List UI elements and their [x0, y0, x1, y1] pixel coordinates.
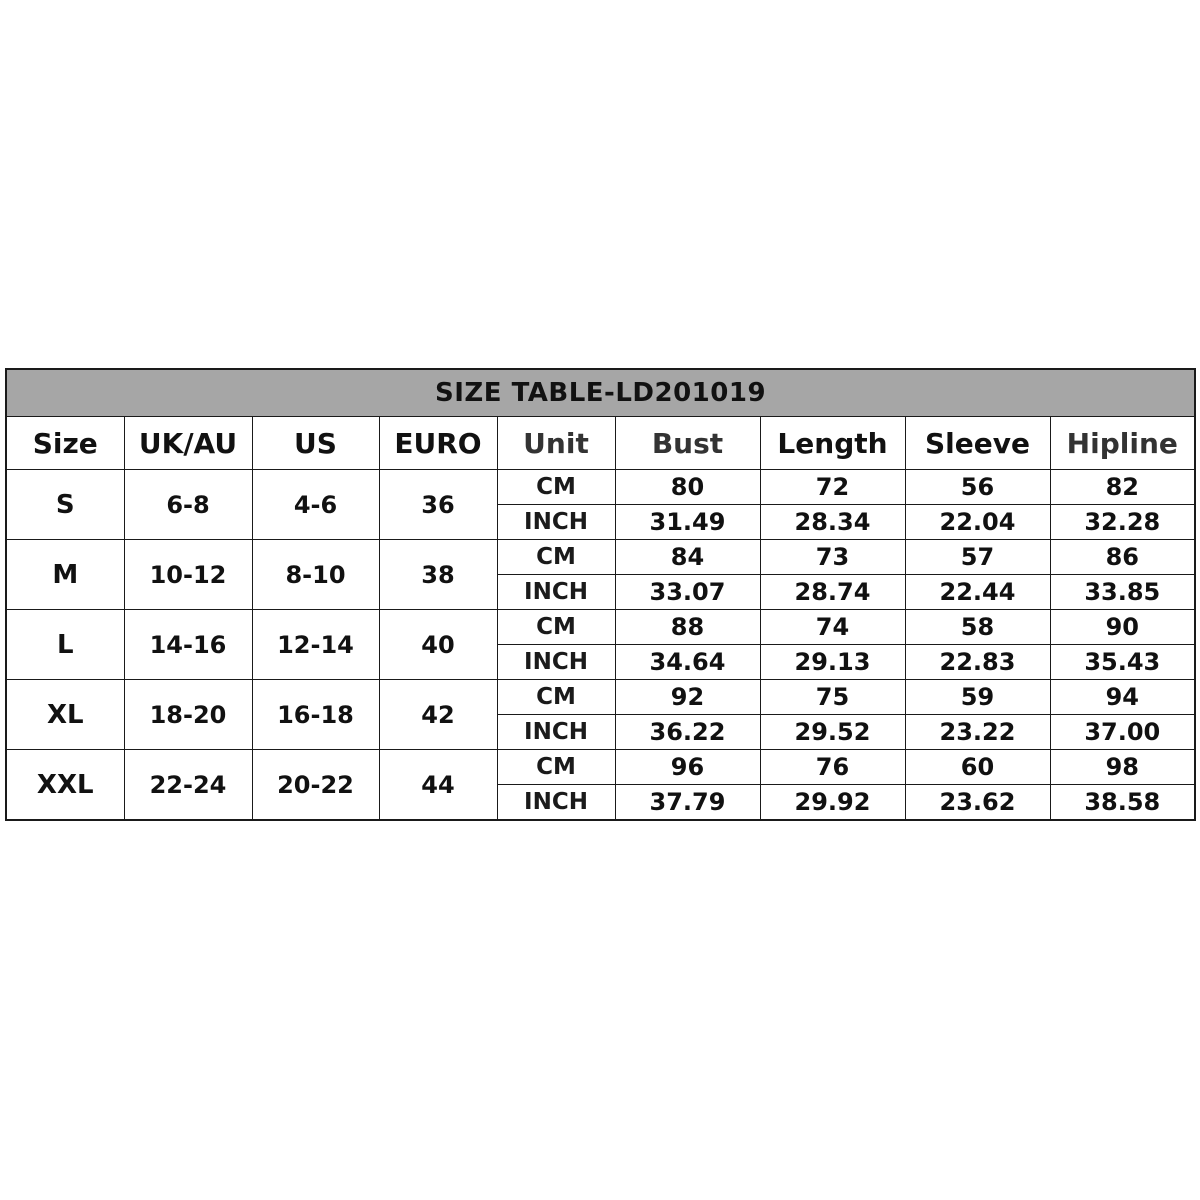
- table-row: [6, 680, 1195, 715]
- header-row: [6, 417, 1195, 470]
- unit-cell: CM: [497, 680, 615, 715]
- size-cell: M: [6, 540, 124, 610]
- euro-cell: 38: [379, 540, 497, 610]
- sleeve-cell: 22.83: [905, 645, 1050, 680]
- length-cell: 28.34: [760, 505, 905, 540]
- length-cell: 73: [760, 540, 905, 575]
- header-us: US: [252, 417, 379, 470]
- hipline-cell: 33.85: [1050, 575, 1195, 610]
- hipline-cell: 35.43: [1050, 645, 1195, 680]
- us-cell: 20-22: [252, 750, 379, 821]
- uk-au-cell: 22-24: [124, 750, 252, 821]
- sleeve-cell: 58: [905, 610, 1050, 645]
- length-cell: 72: [760, 470, 905, 505]
- bust-cell: 31.49: [615, 505, 760, 540]
- unit-cell: CM: [497, 750, 615, 785]
- header-hipline: Hipline: [1050, 417, 1195, 470]
- unit-cell: CM: [497, 470, 615, 505]
- table-row: [6, 610, 1195, 645]
- hipline-cell: 94: [1050, 680, 1195, 715]
- length-cell: 75: [760, 680, 905, 715]
- sleeve-cell: 60: [905, 750, 1050, 785]
- length-cell: 29.52: [760, 715, 905, 750]
- sleeve-cell: 22.04: [905, 505, 1050, 540]
- sleeve-cell: 59: [905, 680, 1050, 715]
- uk-au-cell: 10-12: [124, 540, 252, 610]
- unit-cell: INCH: [497, 715, 615, 750]
- header-bust: Bust: [615, 417, 760, 470]
- us-cell: 16-18: [252, 680, 379, 750]
- unit-cell: INCH: [497, 785, 615, 821]
- bust-cell: 80: [615, 470, 760, 505]
- hipline-cell: 90: [1050, 610, 1195, 645]
- size-cell: S: [6, 470, 124, 540]
- euro-cell: 40: [379, 610, 497, 680]
- hipline-cell: 82: [1050, 470, 1195, 505]
- length-cell: 29.92: [760, 785, 905, 821]
- length-cell: 29.13: [760, 645, 905, 680]
- bust-cell: 33.07: [615, 575, 760, 610]
- uk-au-cell: 6-8: [124, 470, 252, 540]
- table-title: SIZE TABLE-LD201019: [6, 369, 1195, 417]
- size-cell: XL: [6, 680, 124, 750]
- size-cell: XXL: [6, 750, 124, 821]
- unit-cell: INCH: [497, 645, 615, 680]
- bust-cell: 96: [615, 750, 760, 785]
- table-row: [6, 540, 1195, 575]
- uk-au-cell: 18-20: [124, 680, 252, 750]
- length-cell: 76: [760, 750, 905, 785]
- us-cell: 4-6: [252, 470, 379, 540]
- us-cell: 8-10: [252, 540, 379, 610]
- header-sleeve: Sleeve: [905, 417, 1050, 470]
- euro-cell: 36: [379, 470, 497, 540]
- header-unit: Unit: [497, 417, 615, 470]
- hipline-cell: 32.28: [1050, 505, 1195, 540]
- header-euro: EURO: [379, 417, 497, 470]
- unit-cell: CM: [497, 540, 615, 575]
- bust-cell: 36.22: [615, 715, 760, 750]
- uk-au-cell: 14-16: [124, 610, 252, 680]
- sleeve-cell: 22.44: [905, 575, 1050, 610]
- hipline-cell: 37.00: [1050, 715, 1195, 750]
- sleeve-cell: 57: [905, 540, 1050, 575]
- euro-cell: 42: [379, 680, 497, 750]
- bust-cell: 88: [615, 610, 760, 645]
- hipline-cell: 86: [1050, 540, 1195, 575]
- header-length: Length: [760, 417, 905, 470]
- sleeve-cell: 23.22: [905, 715, 1050, 750]
- hipline-cell: 38.58: [1050, 785, 1195, 821]
- table-row: [6, 750, 1195, 785]
- euro-cell: 44: [379, 750, 497, 821]
- header-uk-au: UK/AU: [124, 417, 252, 470]
- bust-cell: 34.64: [615, 645, 760, 680]
- bust-cell: 84: [615, 540, 760, 575]
- size-cell: L: [6, 610, 124, 680]
- unit-cell: CM: [497, 610, 615, 645]
- us-cell: 12-14: [252, 610, 379, 680]
- bust-cell: 37.79: [615, 785, 760, 821]
- sleeve-cell: 56: [905, 470, 1050, 505]
- size-table: [5, 368, 1196, 821]
- table-row: [6, 470, 1195, 505]
- header-size: Size: [6, 417, 124, 470]
- unit-cell: INCH: [497, 505, 615, 540]
- unit-cell: INCH: [497, 575, 615, 610]
- length-cell: 28.74: [760, 575, 905, 610]
- length-cell: 74: [760, 610, 905, 645]
- hipline-cell: 98: [1050, 750, 1195, 785]
- bust-cell: 92: [615, 680, 760, 715]
- sleeve-cell: 23.62: [905, 785, 1050, 821]
